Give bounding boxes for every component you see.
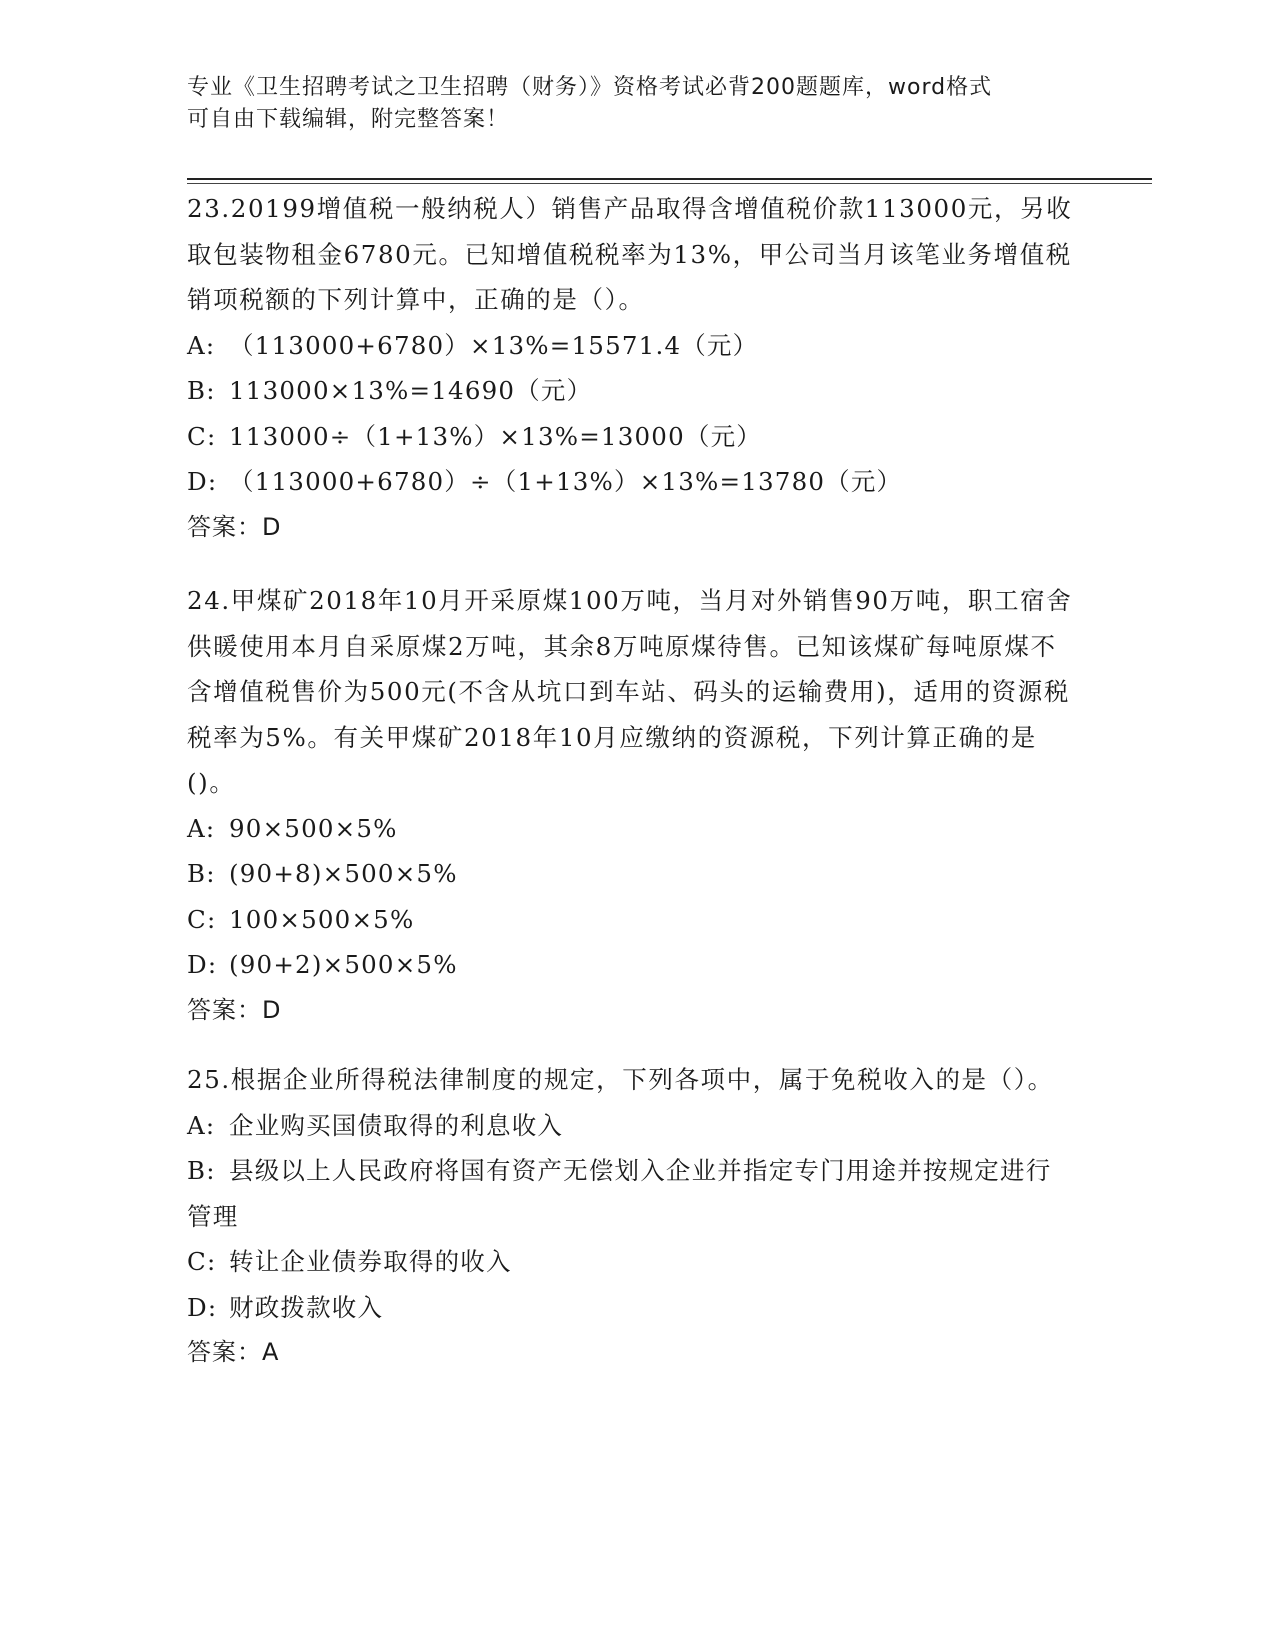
option-text: （113000+6780）×13%=15571.4（元） [229, 330, 759, 360]
option-label: B: [187, 376, 216, 405]
option-c[interactable] [187, 414, 1077, 460]
question-text: 24.甲煤矿2018年10月开采原煤100万吨，当月对外销售90万吨，职工宿舍供暖使用本月自采原煤2万吨，其余8万吨原煤待售。已知该煤矿每吨原煤不含增值税售价为500元(不含从坑口到车站、码头的运输费用)，适用的资源税税率为5%。有关甲煤矿2018年10月应缴纳的资源税，下列计算正确的是()。 [187, 586, 1073, 797]
option-d[interactable] [187, 1285, 1077, 1331]
option-label: B: [187, 859, 216, 888]
option-label: D: [187, 467, 218, 496]
option-label: C: [187, 1247, 217, 1276]
option-c[interactable] [187, 1239, 1077, 1285]
option-text: (90+2)×500×5% [229, 950, 458, 979]
option-label: B: [187, 1156, 216, 1185]
question-text: 23.20199增值税一般纳税人）销售产品取得含增值税价款113000元，另收取包装物租金6780元。已知增值税税率为13%，甲公司当月该笔业务增值税销项税额的下列计算中，正确的是（）。 [187, 194, 1073, 314]
header-line-2: 可自由下载编辑，附完整答案！ [187, 107, 510, 132]
option-d[interactable] [187, 942, 1077, 988]
option-text: 113000×13%=14690（元） [229, 376, 593, 405]
option-label: A: [187, 1110, 216, 1140]
option-d[interactable] [187, 459, 1077, 505]
document-header [187, 72, 1067, 136]
question-text: 25.根据企业所得税法律制度的规定，下列各项中，属于免税收入的是（）。 [187, 1065, 1054, 1094]
option-text: (90+8)×500×5% [229, 859, 458, 888]
question-23 [187, 186, 1077, 550]
option-b[interactable] [187, 1148, 1077, 1239]
header-line-1: 专业《卫生招聘考试之卫生招聘（财务）》资格考试必背200题题库，word格式 [187, 75, 993, 100]
option-text: 财政拨款收入 [229, 1292, 384, 1322]
option-b[interactable] [187, 368, 1077, 414]
option-text: 100×500×5% [229, 904, 415, 934]
option-label: D: [187, 950, 218, 979]
option-text: 113000÷（1+13%）×13%=13000（元） [229, 421, 762, 451]
question-25 [187, 1057, 1077, 1376]
option-label: A: [187, 813, 216, 843]
option-text: （113000+6780）÷（1+13%）×13%=13780（元） [229, 467, 903, 496]
option-text: 县级以上人民政府将国有资产无偿划入企业并指定专门用途并按规定进行管理 [187, 1156, 1052, 1231]
header-divider-thick [187, 178, 1152, 180]
header-divider-thin [187, 183, 1152, 184]
option-a[interactable] [187, 1103, 1077, 1149]
option-text: 90×500×5% [229, 813, 398, 843]
option-label: D: [187, 1292, 218, 1322]
answer-line: 答案：A [187, 1338, 280, 1366]
question-24 [187, 578, 1077, 1033]
option-text: 转让企业债券取得的收入 [229, 1247, 512, 1276]
option-c[interactable] [187, 897, 1077, 943]
answer-line: 答案：D [187, 512, 282, 541]
option-a[interactable] [187, 323, 1077, 369]
option-a[interactable] [187, 806, 1077, 852]
option-b[interactable] [187, 851, 1077, 897]
option-text: 企业购买国债取得的利息收入 [229, 1110, 564, 1140]
option-label: A: [187, 330, 216, 360]
option-label: C: [187, 421, 217, 451]
option-label: C: [187, 904, 217, 934]
answer-line: 答案：D [187, 995, 282, 1024]
